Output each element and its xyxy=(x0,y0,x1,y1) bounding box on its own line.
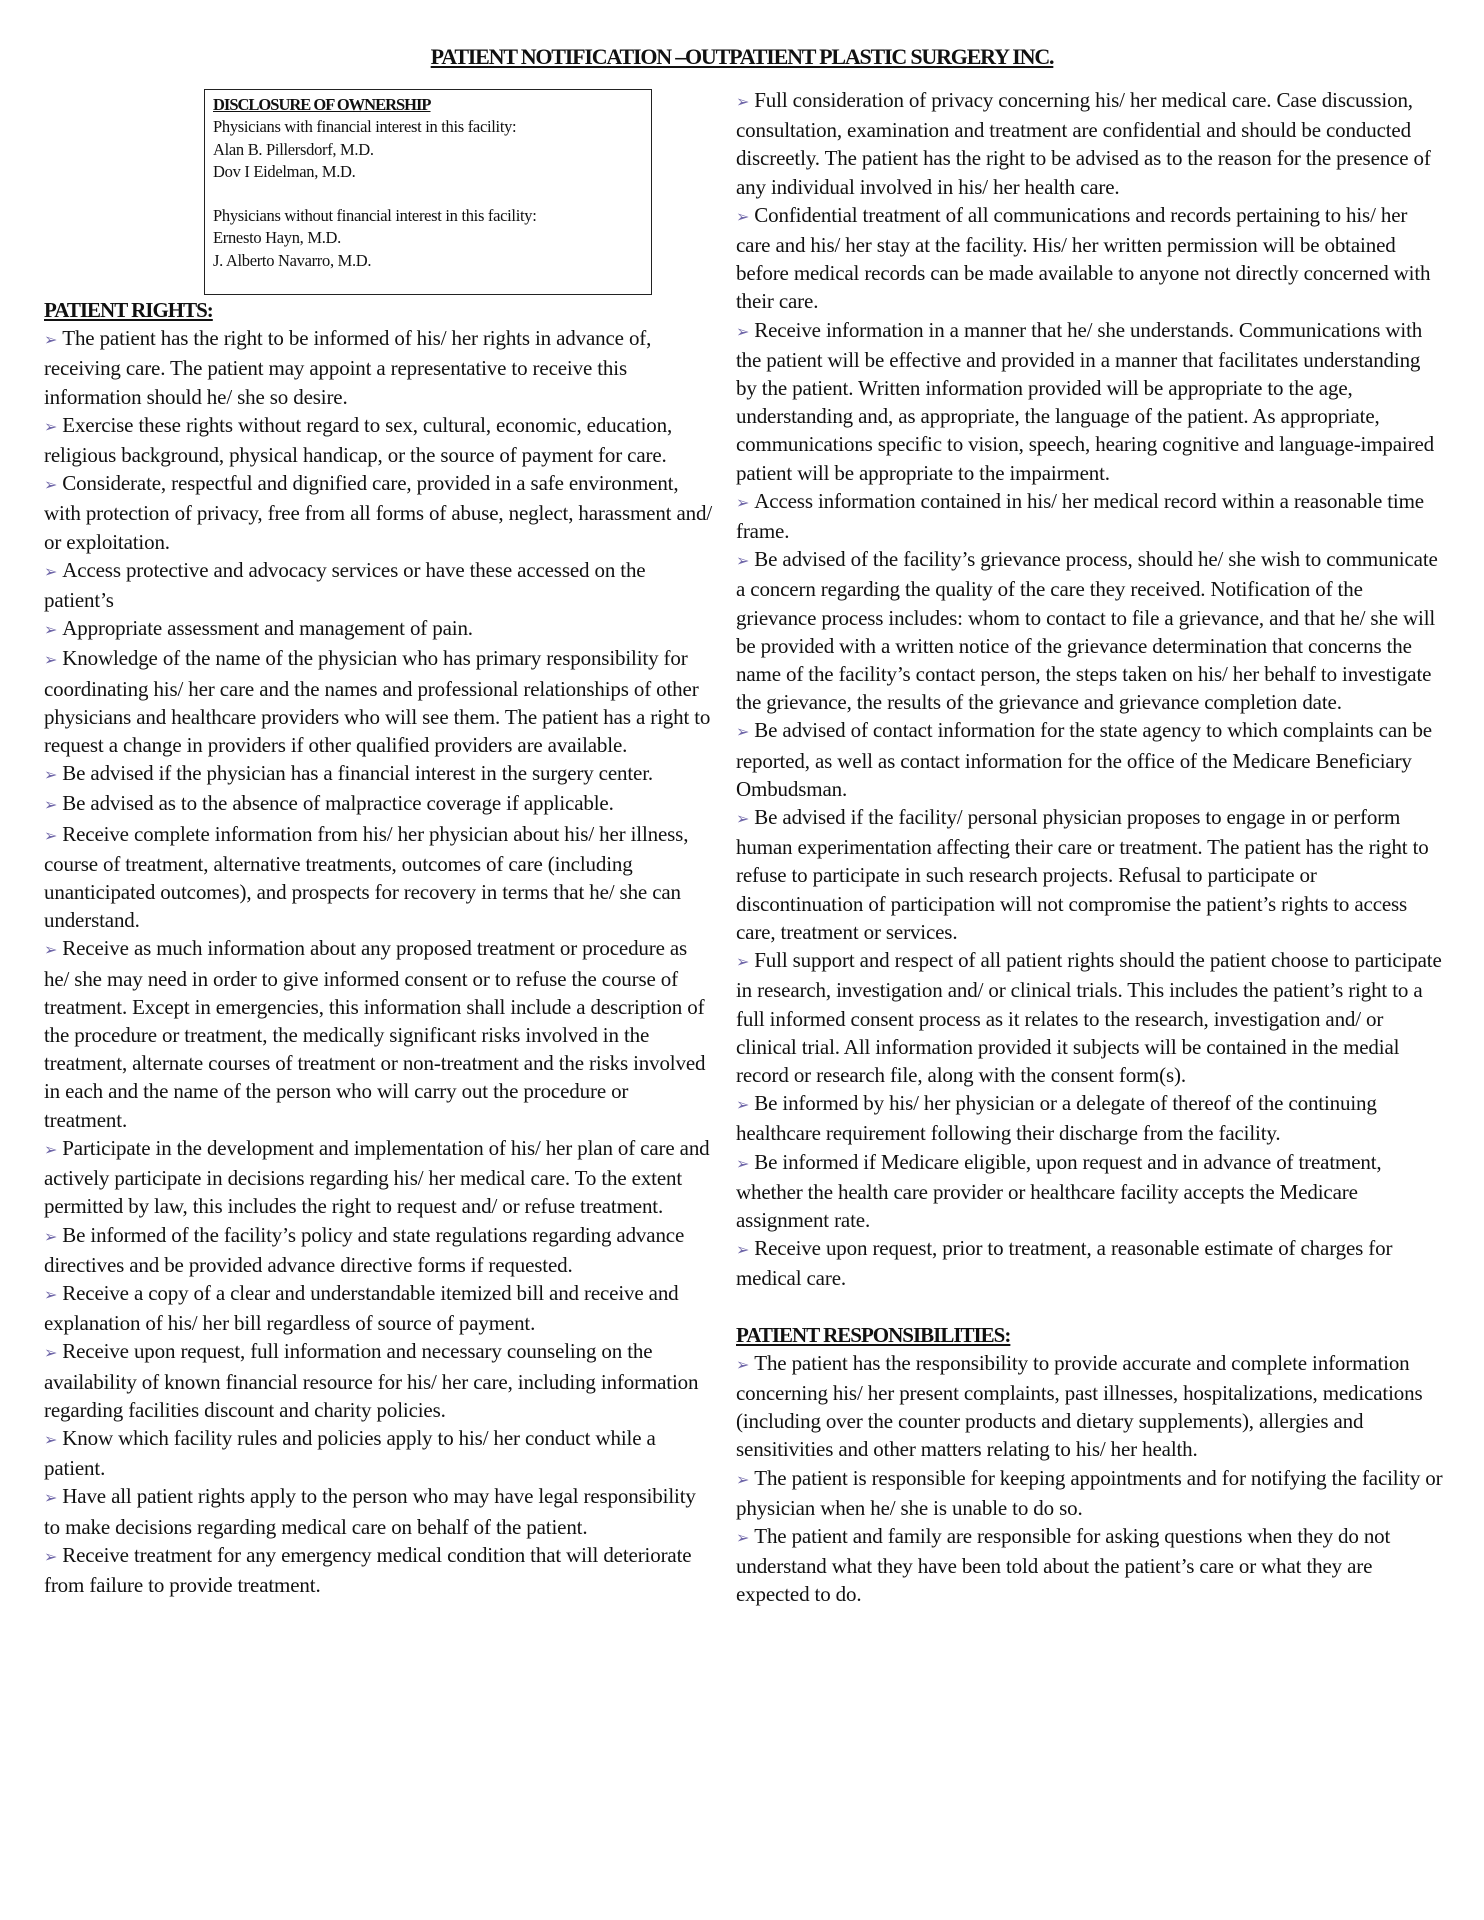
list-item xyxy=(44,820,714,935)
list-item xyxy=(44,1279,714,1337)
list-item xyxy=(736,716,1444,803)
list-item xyxy=(44,789,714,819)
arrowhead-bullet-icon: ➢ xyxy=(44,1546,58,1566)
arrowhead-bullet-icon: ➢ xyxy=(44,795,58,815)
list-item-text: Access information contained in his/ her medical record within a reasonable time frame. xyxy=(736,488,1424,544)
arrowhead-bullet-icon: ➢ xyxy=(736,1469,750,1489)
list-item xyxy=(44,1337,714,1424)
arrowhead-bullet-icon: ➢ xyxy=(44,330,58,350)
arrowhead-bullet-icon: ➢ xyxy=(736,1527,750,1547)
list-item xyxy=(44,1221,714,1279)
list-item-text: The patient and family are responsible for asking questions when they do not understand what they have been told about the patient’s care or what they are expected to do. xyxy=(736,1523,1391,1607)
list-item xyxy=(736,1148,1444,1235)
list-item xyxy=(44,644,714,759)
without-interest-label: Physicians without financial interest in this facility: xyxy=(213,206,537,226)
list-item-text: Receive complete information from his/ her physician about his/ her illness, course of treatment, alternative treatments, outcomes of care (including unanticipated outcomes), and prospects for recovery in terms that he/ she can understand. xyxy=(44,821,689,933)
arrowhead-bullet-icon: ➢ xyxy=(44,1139,58,1159)
arrowhead-bullet-icon: ➢ xyxy=(44,825,58,845)
arrowhead-bullet-icon: ➢ xyxy=(44,1429,58,1449)
arrowhead-bullet-icon: ➢ xyxy=(44,1226,58,1246)
arrowhead-bullet-icon: ➢ xyxy=(736,809,750,829)
list-item xyxy=(44,1541,714,1599)
arrowhead-bullet-icon: ➢ xyxy=(44,561,58,581)
arrowhead-bullet-icon: ➢ xyxy=(44,416,58,436)
disclosure-of-ownership-box xyxy=(204,89,652,295)
arrowhead-bullet-icon: ➢ xyxy=(44,940,58,960)
list-item-text: Be advised as to the absence of malpractice coverage if applicable. xyxy=(62,791,614,816)
disclosure-heading: DISCLOSURE OF OWNERSHIP xyxy=(213,95,431,114)
list-item xyxy=(44,934,714,1133)
list-item xyxy=(736,545,1444,716)
list-item-text: Be advised of contact information for the state agency to which complaints can be reported, as well as contact information for the office of the Medicare Beneficiary Ombudsman. xyxy=(736,718,1432,801)
arrowhead-bullet-icon: ➢ xyxy=(736,952,750,972)
list-item xyxy=(44,614,714,644)
physician-name: Dov I Eidelman, M.D. xyxy=(213,161,356,181)
list-item-text: Be informed if Medicare eligible, upon request and in advance of treatment, whether the health care provider or healthcare facility accepts the Medicare assignment rate. xyxy=(736,1149,1382,1232)
patient-rights-heading: PATIENT RIGHTS: xyxy=(44,298,213,322)
list-item-text: Receive a copy of a clear and understandable itemized bill and receive and explanation of his/ her bill regardless of source of payment. xyxy=(44,1280,679,1336)
arrowhead-bullet-icon: ➢ xyxy=(736,1153,750,1173)
list-item-text: Full consideration of privacy concerning his/ her medical care. Case discussion, consultation, examination and treatment are confidential and should be conducted discreetly. The patient has the right to be advised as to the reason for the presence of any individual involved in his/ her health care. xyxy=(736,88,1431,199)
list-item xyxy=(44,759,714,789)
arrowhead-bullet-icon: ➢ xyxy=(44,620,58,640)
left-column xyxy=(44,296,714,1599)
arrowhead-bullet-icon: ➢ xyxy=(736,722,750,742)
list-item xyxy=(736,1089,1444,1147)
list-item-text: Receive information in a manner that he/ she understands. Communications with the patient will be effective and provided in a manner that facilitates understanding by the patient. Written information provided will be appropriate to the age, understanding and, as appropriate, the language of the patient. As appropriate, communications specific to vision, speech, hearing cognitive and language-impaired patient will be appropriate to the impairment. xyxy=(736,317,1434,485)
list-item-text: Know which facility rules and policies apply to his/ her conduct while a patient. xyxy=(44,1425,656,1481)
list-item xyxy=(44,1482,714,1540)
arrowhead-bullet-icon: ➢ xyxy=(736,1095,750,1115)
arrowhead-bullet-icon: ➢ xyxy=(736,1240,750,1260)
list-item xyxy=(736,86,1444,201)
list-item-text: Be advised if the facility/ personal physician proposes to engage in or perform human experimentation affecting their care or treatment. The patient has the right to refuse to participate in such research projects. Refusal to participate or discontinuation of participation will not compromise the patient’s rights to access care, treatment or services. xyxy=(736,805,1429,944)
list-item-text: The patient has the responsibility to provide accurate and complete information concerning his/ her present complaints, past illnesses, hospitalizations, medications (including over the counter products and dietary supplements), allergies and sensitivities and other matters relating to his/ her health. xyxy=(736,1350,1423,1462)
list-item-text: Receive upon request, prior to treatment, a reasonable estimate of charges for medical care. xyxy=(736,1236,1393,1291)
with-interest-label: Physicians with financial interest in this facility: xyxy=(213,117,517,137)
list-item xyxy=(736,1464,1444,1522)
list-item-text: Exercise these rights without regard to sex, cultural, economic, education, religious background, physical handicap, or the source of payment for care. xyxy=(44,412,673,468)
list-item xyxy=(736,803,1444,946)
list-item-text: Be informed by his/ her physician or a delegate of thereof of the continuing healthcare requirement following their discharge from the facility. xyxy=(736,1091,1377,1146)
arrowhead-bullet-icon: ➢ xyxy=(736,321,750,341)
list-item-text: Be advised if the physician has a financial interest in the surgery center. xyxy=(62,761,654,786)
physician-name: Ernesto Hayn, M.D. xyxy=(213,228,341,248)
list-item xyxy=(736,316,1444,487)
list-item-text: Receive treatment for any emergency medical condition that will deteriorate from failure to provide treatment. xyxy=(44,1542,692,1597)
list-item xyxy=(44,411,714,469)
physician-name: Alan B. Pillersdorf, M.D. xyxy=(213,139,374,159)
arrowhead-bullet-icon: ➢ xyxy=(44,1488,58,1508)
arrowhead-bullet-icon: ➢ xyxy=(44,650,58,670)
list-item xyxy=(44,469,714,556)
arrowhead-bullet-icon: ➢ xyxy=(44,1343,58,1363)
arrowhead-bullet-icon: ➢ xyxy=(736,1354,750,1374)
list-item-text: Be informed of the facility’s policy and state regulations regarding advance directives and be provided advance directive forms if requested. xyxy=(44,1222,685,1277)
right-column xyxy=(736,86,1444,1609)
list-item-text: The patient has the right to be informed of his/ her rights in advance of, receiving care. The patient may appoint a representative to receive this information should he/ she so desire. xyxy=(44,326,652,409)
list-item-text: Appropriate assessment and management of pain. xyxy=(62,616,473,641)
list-item xyxy=(736,1522,1444,1609)
arrowhead-bullet-icon: ➢ xyxy=(44,765,58,785)
list-item xyxy=(44,1424,714,1482)
list-item-text: Receive as much information about any proposed treatment or procedure as he/ she may need in order to give informed consent or to refuse the course of treatment. Except in emergencies, this information shall include a description of the procedure or treatment, the medically significant risks involved in the treatment, alternate courses of treatment or non-treatment and the risks involved in each and the name of the person who will carry out the procedure or treatment. xyxy=(44,936,706,1132)
list-item-text: Participate in the development and implementation of his/ her plan of care and actively participate in decisions regarding his/ her medical care. To the extent permitted by law, this includes the right to request and/ or refuse treatment. xyxy=(44,1135,710,1219)
arrowhead-bullet-icon: ➢ xyxy=(44,1284,58,1304)
document-title: PATIENT NOTIFICATION –OUTPATIENT PLASTIC SURGERY INC. xyxy=(430,44,1054,69)
list-item-text: The patient is responsible for keeping appointments and for notifying the facility or physician when he/ she is unable to do so. xyxy=(736,1465,1443,1520)
arrowhead-bullet-icon: ➢ xyxy=(736,492,750,512)
list-item xyxy=(736,1234,1444,1292)
list-item-text: Knowledge of the name of the physician who has primary responsibility for coordinating his/ her care and the names and professional relationships of other physicians and healthcare providers who will see them. The patient has a right to request a change in providers if other qualified providers are available. xyxy=(44,646,711,758)
list-item-text: Considerate, respectful and dignified care, provided in a safe environment, with protection of privacy, free from all forms of abuse, neglect, harassment and/ or exploitation. xyxy=(44,471,713,554)
list-item-text: Be advised of the facility’s grievance process, should he/ she wish to communicate a concern regarding the quality of the care they received. Notification of the grievance process includes: whom to contact to file a grievance, and that he/ she will be provided with a written notice of the grievance determination that concerns the name of the facility’s contact person, the steps taken on his/ her behalf to investigate the grievance, the results of the grievance and grievance completion date. xyxy=(736,547,1438,715)
arrowhead-bullet-icon: ➢ xyxy=(736,206,750,226)
list-item-text: Confidential treatment of all communications and records pertaining to his/ her care and his/ her stay at the facility. His/ her written permission will be obtained before medical records can be made available to anyone not directly concerned with their care. xyxy=(736,202,1431,314)
list-item xyxy=(44,324,714,411)
physician-name: J. Alberto Navarro, M.D. xyxy=(213,250,372,270)
list-item-text: Have all patient rights apply to the person who may have legal responsibility to make decisions regarding medical care on behalf of the patient. xyxy=(44,1484,696,1539)
list-item xyxy=(736,1349,1444,1464)
list-item-text: Receive upon request, full information and necessary counseling on the availability of known financial resource for his/ her care, including information regarding facilities discount and charity policies. xyxy=(44,1339,699,1422)
patient-responsibilities-heading: PATIENT RESPONSIBILITIES: xyxy=(736,1322,1011,1347)
arrowhead-bullet-icon: ➢ xyxy=(736,551,750,571)
list-item-text: Full support and respect of all patient rights should the patient choose to participate in research, investigation and/ or clinical trials. This includes the patient’s right to a full informed consent process as it relates to the research, investigation and/ or clinical trial. All information provided it subjects will be contained in the medial record or research file, along with the consent form(s). xyxy=(736,948,1442,1087)
list-item xyxy=(44,556,714,614)
list-item xyxy=(736,201,1444,316)
list-item-text: Access protective and advocacy services or have these accessed on the patient’s xyxy=(44,557,646,613)
list-item xyxy=(44,1134,714,1221)
arrowhead-bullet-icon: ➢ xyxy=(736,92,750,111)
arrowhead-bullet-icon: ➢ xyxy=(44,475,58,495)
list-item xyxy=(736,487,1444,545)
list-item xyxy=(736,946,1444,1089)
